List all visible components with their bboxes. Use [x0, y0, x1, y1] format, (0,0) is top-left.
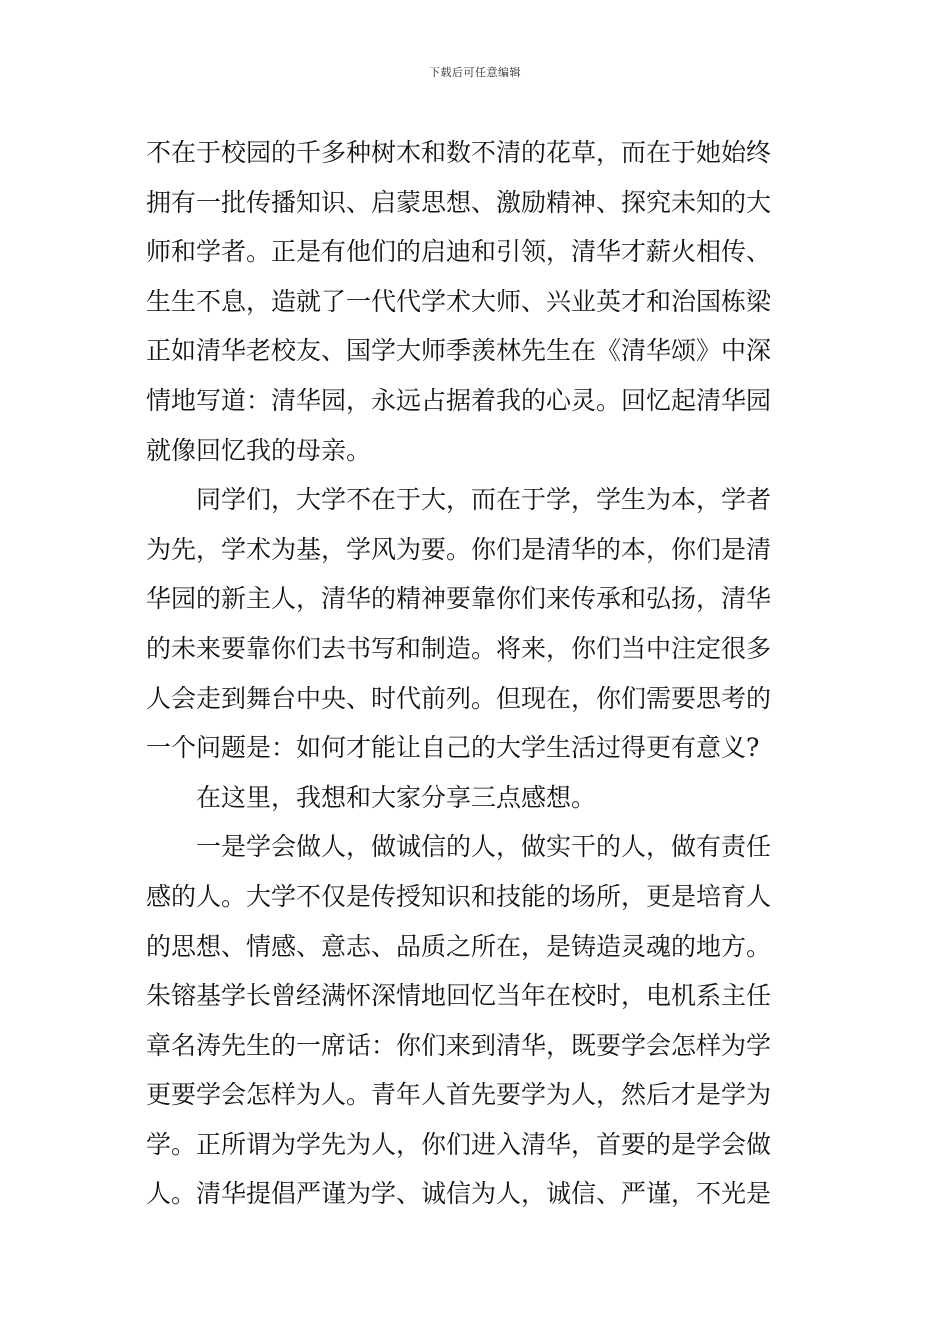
text-line: 拥有一批传播知识、启蒙思想、激励精神、探究未知的大: [146, 187, 772, 217]
text-line: 朱镕基学长曾经满怀深情地回忆当年在校时，电机系主任: [146, 981, 772, 1011]
text-line: 更要学会怎样为人。青年人首先要学为人，然后才是学为: [146, 1080, 772, 1110]
text-line: 一是学会做人，做诚信的人，做实干的人，做有责任: [196, 832, 772, 862]
body-text: [146, 128, 810, 1219]
text-line: 人会走到舞台中央、时代前列。但现在，你们需要思考的: [146, 683, 772, 713]
text-line: 章名涛先生的一席话：你们来到清华，既要学会怎样为学: [146, 1030, 772, 1060]
text-line: 情地写道：清华园，永远占据着我的心灵。回忆起清华园: [146, 385, 772, 415]
text-line: 不在于校园的千多种树木和数不清的花草，而在于她始终: [146, 138, 772, 167]
page-header: 下载后可任意编辑: [429, 66, 521, 79]
text-line: 华园的新主人，清华的精神要靠你们来传承和弘扬，清华: [146, 584, 772, 614]
text-line: 感的人。大学不仅是传授知识和技能的场所，更是培育人: [146, 881, 772, 911]
text-line: 的思想、情感、意志、品质之所在，是铸造灵魂的地方。: [146, 931, 772, 961]
text-line: 师和学者。正是有他们的启迪和引领，清华才薪火相传、: [146, 237, 772, 267]
text-line: 同学们，大学不在于大，而在于学，学生为本，学者: [196, 485, 772, 515]
text-line: 就像回忆我的母亲。: [146, 435, 372, 465]
text-line: 为先，学术为基，学风为要。你们是清华的本，你们是清: [146, 534, 772, 564]
text-line: 人。清华提倡严谨为学、诚信为人，诚信、严谨，不光是: [146, 1179, 772, 1209]
text-line: 生生不息，造就了一代代学术大师、兴业英才和治国栋梁: [146, 286, 772, 316]
text-line: 的未来要靠你们去书写和制造。将来，你们当中注定很多: [146, 633, 772, 663]
text-line: 正如清华老校友、国学大师季羡林先生在《清华颂》中深: [146, 336, 772, 366]
text-line: 在这里，我想和大家分享三点感想。: [196, 782, 597, 812]
text-line: 一个问题是：如何才能让自己的大学生活过得更有意义?: [146, 733, 760, 763]
text-line: 学。正所谓为学先为人，你们进入清华，首要的是学会做: [146, 1129, 772, 1159]
